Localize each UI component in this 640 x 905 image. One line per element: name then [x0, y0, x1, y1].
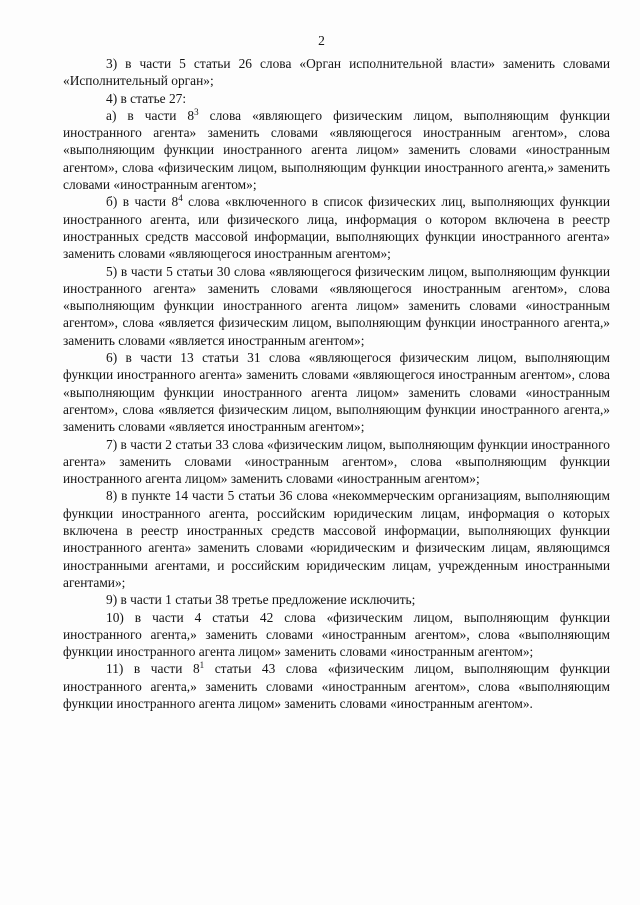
- paragraph-text: б) в части 8: [106, 194, 179, 210]
- paragraph-text: слова «являющего физическим лицом, выполняющим функции иностранного агента» заменить словами «являющегося иностранным агентом», слова «выполняющим функции иностранного агента лицом» заменить словами «иностранным агентом», слова «физическим лицом, выполняющим функции иностранного агента,» заменить словами «иностранным агентом»;: [63, 107, 610, 193]
- paragraph-text: 11) в части 8: [106, 661, 200, 677]
- paragraph-text: 4) в статье 27:: [106, 90, 187, 106]
- document-body: [63, 55, 610, 712]
- paragraph: [63, 591, 610, 608]
- paragraph: [63, 436, 610, 488]
- superscript: 3: [194, 106, 199, 117]
- paragraph: [63, 263, 610, 349]
- paragraph-text: 7) в части 2 статьи 33 слова «физическим лицом, выполняющим функции иностранного агента» заменить словами «иностранным агентом», слова «выполняющим функции иностранного агента лицом» заменить словами «иностранным агентом»;: [63, 436, 610, 487]
- paragraph-text: 3) в части 5 статьи 26 слова «Орган исполнительной власти» заменить словами «Исполнительный орган»;: [63, 56, 610, 89]
- page-number: 2: [318, 33, 325, 48]
- paragraph-text: а) в части 8: [106, 107, 195, 123]
- paragraph-text: 5) в части 5 статьи 30 слова «являющегося физическим лицом, выполняющим функции иностранного агента» заменить словами «являющегося иностранным агентом», слова «выполняющим функции иностранного агента лицом» заменить словами «иностранным агентом», слова «является физическим лицом, выполняющим функции иностранного агента,» заменить словами «является иностранным агентом»;: [63, 263, 610, 348]
- paragraph: [63, 487, 610, 591]
- paragraph: [63, 55, 610, 90]
- paragraph: [63, 660, 610, 712]
- paragraph-text: слова «включенного в список физических лиц, выполняющих функции иностранного агента, или физического лица, информация о котором включена в реестр иностранных средств массовой информации, выполняющих функции иностранного агента» заменить словами «являющегося иностранным агентом»;: [63, 194, 610, 262]
- paragraph: [63, 107, 610, 193]
- paragraph-text: 10) в части 4 статьи 42 слова «физическим лицом, выполняющим функции иностранного агента,» заменить словами «иностранным агентом», слова «выполняющим функции иностранного агента лицом» заменить словами «иностранным агентом»;: [63, 609, 610, 660]
- paragraph-text: 9) в части 1 статьи 38 третье предложение исключить;: [106, 592, 416, 608]
- superscript: 4: [178, 193, 183, 204]
- paragraph: [63, 609, 610, 661]
- paragraph-text: 8) в пункте 14 части 5 статьи 36 слова «некоммерческим организациям, выполняющим функции иностранного агента, российским юридическим лицам, информация о которых включена в реестр иностранных средств массовой информации, выполняющих функции иностранного агента» заменить словами «юридическим и физическим лицам, являющимся иностранными агентами, и российским юридическим лицам, учрежденным иностранными агентами»;: [63, 488, 610, 590]
- paragraph-text: 6) в части 13 статьи 31 слова «являющегося физическим лицом, выполняющим функции иностранного агента» заменить словами «являющегося иностранным агентом», слова «выполняющим функции иностранного агента лицом» заменить словами «иностранным агентом», слова «является физическим лицом, выполняющим функции иностранного агента,» заменить словами «является иностранным агентом»;: [63, 350, 610, 435]
- paragraph-text: статьи 43 слова «физическим лицом, выполняющим функции иностранного агента,» заменить словами «иностранным агентом», слова «выполняющим функции иностранного агента лицом» заменить словами «иностранным агентом».: [63, 661, 610, 711]
- superscript: 1: [199, 660, 205, 671]
- paragraph: [63, 90, 610, 107]
- paragraph: [63, 193, 610, 262]
- paragraph: [63, 349, 610, 435]
